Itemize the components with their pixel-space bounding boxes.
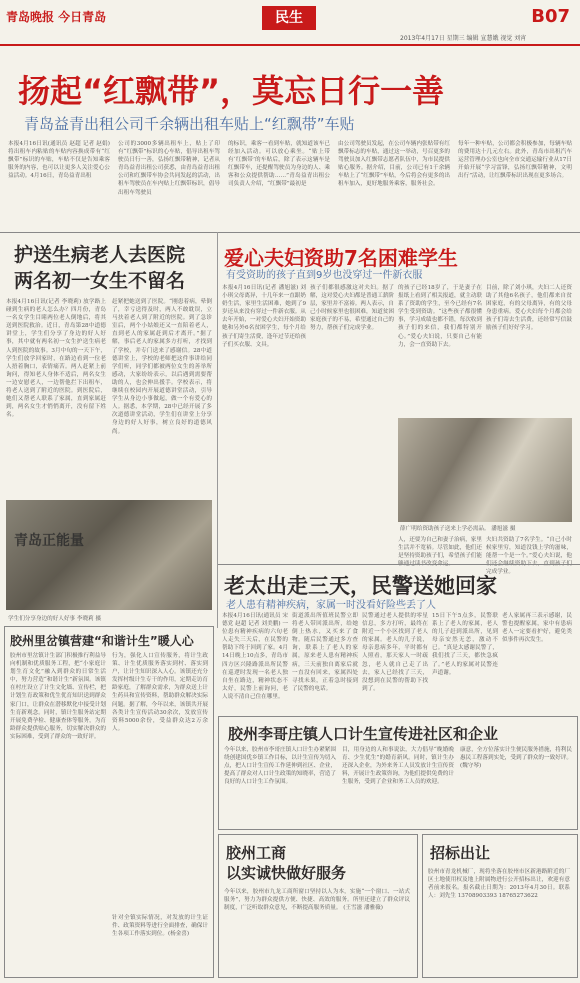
- right-story-photo: [398, 418, 572, 522]
- edition-meta: 2013年4月17日 星期三 编辑 宣慧娥 视觉 刘宵: [400, 35, 527, 42]
- lead-body-col-5: 每年一种车贴，公司都会积极参加，每辆车贴的费用达十几元左右。此外，青岛市出租汽车运营管理办公室也向全市交通运输行业从17日开始开展“学习雷锋，弘扬红飘带精神，文明出行”活动，让红飘带标识出现在更多场合。: [458, 141, 572, 180]
- police-story-body-col-2: 街道派出所值班民警立即将老人带回派出所，给她倒上热水，又买来了食物。随后民警通过多方查询，联系上了老人的家属，原来老人患有精神疾病，三天前独自离家后就一直没有回来，家属四处寻找未果，正着急时接到了民警的电话。: [292, 613, 358, 692]
- police-story-body-col-3: 民警通过老人提供的零星信息，多方打听，最终在附近一个小区找到了老人的家属。老人的儿子说，母亲患病多年，平时都有人照看，那天家人一时疏忽，老人就自己走了出去，家人已经找了三天，没想到在民警的帮助下找到了。: [362, 613, 428, 692]
- right-story-body-col-6: 夫妇共资助了7名学生。“自己小时候家里穷，知道没钱上学的滋味，能帮一个是一个。”爱心夫妇说，他 完成学业。: [486, 537, 572, 576]
- lead-body-col-3: 的标识，乘客一看到车贴，就知道该车已经加入活动。可以放心乘坐。“贴上带有‘红飘带’的车贴后，除了表示这辆车是红飘带车，还提醒驾驶员为身边的人、乘客和公众提供帮助……”青岛益青出租公司负责人介绍，“红飘带”最初是: [228, 141, 330, 188]
- right-story-body-col-1: 本报4月16日讯(记者 潘旭滋) 刘小琪父母离异，十几年来一直跟奶奶生活，家里生活困难，她到了9岁还从来没有穿过一件新衣服。从去年开始，一对爱心夫妇开始资助她和另外6名贫困学生，每个月给孩子们寄生活费，逢年过节还给孩子们买衣服、文具。: [222, 285, 306, 348]
- right-story-body-col-4: 目前，除了刘小琪，夫妇二人还资助了其他6名孩子，他们都来自贫困家庭，有的父母离异，有的父母身患重病。爱心夫妇每个月都会给孩子们寄去生活费，还经常写信鼓励孩子们好好学习。: [486, 285, 572, 332]
- left-bottom-body-col-3: 针对全镇实际情况，对发放的计生证件、政策资料等进行全面排查，确保计生各项工作落实到位。(杨金喜): [112, 915, 208, 938]
- column-divider: [217, 232, 218, 628]
- right-story-subhead: 有受资助的孩子直到9岁也没穿过一件新衣服: [226, 270, 423, 281]
- bottom-mid-headline-1: 胶州工商: [226, 844, 287, 862]
- right-story-body-col-3: 的孩子已经18岁了，于是妻子在报纸上看到了相关报道，就主动联系了资助的学生，至今已经有7名学生受到资助。“这些孩子都很懂事，学习成绩也都不错，每次收到孩子们的来信，我们都特别开心。”爱心夫妇说，只要自己有能力，会一直资助下去。: [398, 285, 482, 348]
- left-bottom-headline: 胶州里岔镇营建“和谐计生”暖人心: [10, 634, 194, 648]
- police-story-body-col-1: 本报4月16日讯(通讯员 宋德党 赵超 记者 刘美鹏) 一位患有精神疾病的六旬老人走失三天后，在民警的帮助下终于回到了家。4月14日晚上10点多，青岛市四方区兴隆路派出所民警在巡逻时发现一名老人独自坐在路边，精神状态不太好，民警上前询问，老人说不清自己住在哪里。: [222, 613, 288, 700]
- left-story-body-col-1: 本报4月16日讯(记者 李晓莉) 放学路上碰到生病的老人怎么办？四月份，青岛一名女学生目睹两位老人倒地后，将其送到医院救治。近日，青岛第28中道德讲堂上，学生们分享了身边的好人好事，其中就有两名初一女生护送生病老人到医院的故事。3月中旬的一天下午，学生们放学回家时，在路边看到一位老人捂着胸口，表情痛苦。两人赶紧上前询问，得知老人身体不适后，两名女生一边安慰老人，一边帮他拦下出租车，将老人送到了附近的医院。到医院后，她们又帮老人联系了家属，直到家属赶到，两名女生才悄悄离开，没有留下姓名。: [6, 299, 106, 419]
- left-bottom-body-col-1: 胶州市里岔镇计生部门积极推行利益导向机制和优质服务工程，把“小家庭计划生育文化”融入到群众的日常生活中，努力营造“和谐计生”新氛围。该镇在村庄设立了计生文化墙、宣传栏，把计划生育政策和优生优育知识送到群众家门口，让群众在潜移默化中接受计划生育新观念。同时，镇计生服务站定期开展免费孕检、健康查体等服务，为育龄群众提供贴心服务，切实解决群众的实际困难，受到了群众的一致好评。: [10, 653, 106, 740]
- section-label: 民生: [262, 6, 316, 30]
- lead-body-col-2: 公司的3000多辆出租车上，贴上了印有“红飘带”标识的心车贴，倡导出租车驾驶员日行一善，弘扬红飘带精神，记者从青岛益青出租公司获悉，由青岛益青出租公司和红飘带车协会共同发起的活动，出租车驾驶员在车内贴上红飘带标识，倡导出租车驾驶员: [118, 141, 220, 196]
- bottom-right-body: 胶州市青龙机械厂，现将坐落在胶州市区新港路附近的厂区土地使用权及地上附属物进行公开招标出让，欢迎有意者前来报名。报名截止日期为：2013年4月30日。联系人：刘先生 13708903393 18765273622: [428, 869, 570, 900]
- police-story-subhead: 老人患有精神疾病，家属一时没看好险些丢了人: [226, 600, 436, 611]
- left-story-headline-1: 护送生病老人去医院: [14, 244, 186, 266]
- right-bottom-body-col-2: 目，用身边的人和事说法，大力倡导“晚婚晚育、少生优生”的婚育新风。同时，镇计生办还深入企业，为外来务工人员发放计生宣传资料，开展计生政策咨询，为他们提供免费的计生服务，受到了企业和务工人员的欢迎。: [342, 747, 454, 786]
- right-story-body-col-5: 人，还要为自己和妻子治病，家里生活并不宽裕。尽管如此，他们还是坚持资助孩子们，希望孩子们能: [398, 537, 482, 560]
- right-bottom-body-col-3: 康意，全方位落实计生便民服务措施，将利民惠民工程落到实处，受到了群众的一致好评。(魏守琴): [460, 747, 572, 770]
- divider: [218, 564, 580, 565]
- police-story-body-col-4: 15日下午5点多，民警联系上了老人的家属，老人的儿子赶到派出所，见到母亲安然无恙，激动不已。“真是太感谢民警了，我们找了三天，都快急疯了。”老人的家属对民警连声道谢。: [432, 613, 498, 676]
- lead-subhead: 青岛益青出租公司千余辆出租车贴上“红飘带”车贴: [24, 115, 355, 133]
- right-bottom-body-col-1: 今年以来，胶州市李哥庄镇人口计生办紧紧围绕创建国优乡镇工作目标，以计生宣传为切入点，把人口计生宣传工作延伸到社区、企业，提高了群众对人口计生政策的知晓率，营造了良好的人口计生工作氛围。: [224, 747, 336, 786]
- right-bottom-headline: 胶州李哥庄镇人口计生宣传进社区和企业: [228, 725, 499, 743]
- police-story-body-col-5: 老人家属再三表示感谢，民警也提醒家属，家中有患病老人一定要看护好，避免类似事件再次发生。: [502, 613, 572, 644]
- right-story-body-col-2: 孩子们都很感激这对夫妇。据了解，这对爱心夫妇都是普通工薪阶层，家里并不富裕。两人表示，自己小时候家里也很困难，知道贫困家庭孩子的不易，希望通过自己的努力，帮孩子们完成学业。: [310, 285, 394, 332]
- right-story-caption: 薛广明给资助孩子送来上学必需品。 潘旭滋 摄: [400, 526, 516, 532]
- bottom-right-headline: 招标出让: [430, 844, 491, 862]
- newspaper-logo: 青岛晚报 今日青岛: [6, 10, 107, 24]
- bottom-mid-body: 今年以来，胶州市九龙工商所窗口坚持以人为本，实施“一个窗口、一站式服务”，努力为群众提供方便、快捷、高效的服务。所里还建立了群众评议制度，广泛听取群众意见，不断提高服务质量。 (王雪滋 潘雅薇): [224, 889, 410, 912]
- right-story-headline: 爱心夫妇资助7名困难学生: [224, 246, 458, 270]
- left-story-body-col-2: 赶紧把她送到了医院。“刚患着病，晕倒了，幸亏送得及时，两人不敢耽误，立马扶着老人到了附近的医院。到了急诊室后，两个小姑娘还又一直陪着老人，直到老人的家属赶到后才离开。”据了解，事后老人的家属多方打听，才找到了学校，并专门送来了感谢信。28中道德讲堂上，学校的老师把这件事讲给同学们听，同学们都被两位女生的善举所感动，大家纷纷表示，以后遇到需要帮助的人，也会伸出援手。学校表示，将继续在校园内开展道德讲堂活动，引导学生从身边小事做起，做一个有爱心的人。据悉，本学期，28中已经开展了多次道德讲堂活动，学生们在讲堂上分享身边的好人好事，树立良好的道德风尚。: [112, 299, 212, 435]
- left-story-photo: [6, 500, 212, 610]
- left-story-caption: 学生们分享身边的好人好事 李晓莉 摄: [8, 616, 102, 622]
- divider: [0, 232, 580, 233]
- page-code: B07: [531, 6, 570, 27]
- lead-body-col-1: 本报4月16日讯(通讯员 赵超 记者 赵娟) 将出租车内粘贴的车贴内容换成带有“红飘带”标识的车贴，车贴不仅是告知乘客服务的内容，也可以让更多人关注爱心公益活动。4月16日，青岛益青出租: [8, 141, 110, 180]
- police-story-headline: 老太出走三天，民警送她回家: [224, 574, 497, 598]
- masthead-rule: [0, 44, 580, 46]
- left-story-headline-2: 两名初一女生不留名: [14, 270, 186, 292]
- lead-headline: 扬起“红飘带”，莫忘日行一善: [18, 72, 445, 110]
- photo-banner-text: 青岛正能量: [14, 533, 84, 549]
- bottom-mid-headline-2: 以实诚快做好服务: [226, 864, 347, 882]
- lead-body-col-4: 由公司驾驶员发起，在公司车辆内张贴带有红飘带标志的车贴，通过这一举动，号召更多的驾驶员加入红飘带志愿者队伍中，为市民提供贴心服务。据介绍，目前，公司已有1千余辆车贴上了“红飘带”车贴，今后将会有更多的出租车加入，更好地服务乘客，服务社会。: [338, 141, 451, 188]
- left-bottom-body-col-2: 行为，强化人口宣传服务，将计生政策、计生优质服务落实到村、落实到户，让计生知识深入人心。该镇还充分发挥村级计生专干的作用，定期走访育龄家庭，了解群众需求，为群众送上计生药具和宣传资料，帮助群众解决实际问题。据了解，今年以来，该镇共开展各类计生宣传活动30余次，发放宣传资料5000余份，受益群众达2万余人。: [112, 653, 208, 732]
